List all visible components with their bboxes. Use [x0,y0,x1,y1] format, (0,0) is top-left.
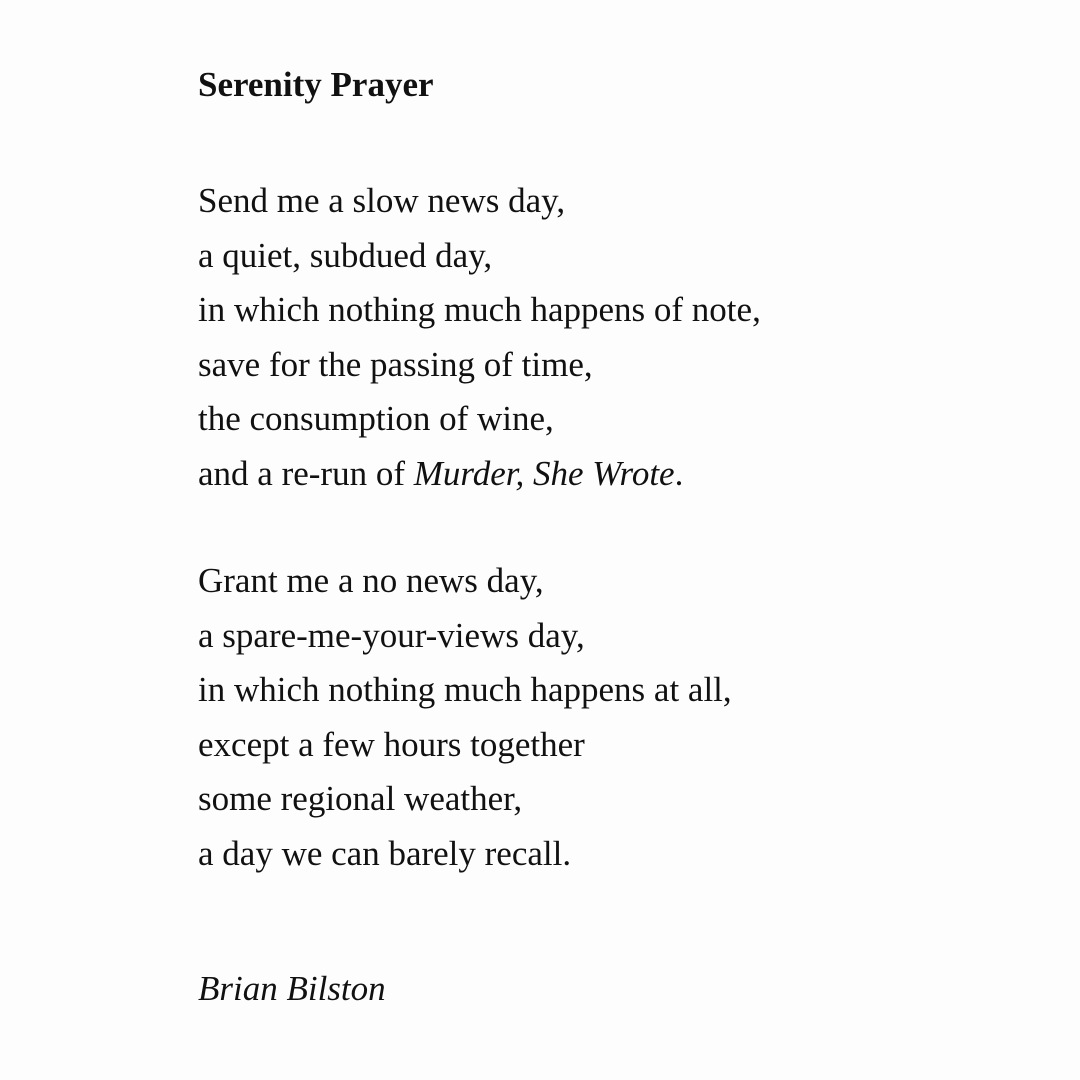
poem-line: the consumption of wine, [198,399,554,438]
poem-line: a quiet, subdued day, [198,235,493,275]
poem-line-with-title-reference [198,447,998,502]
poem-line: save for the passing of time, [198,344,593,384]
poem-line: in which nothing much happens of note, [198,290,761,329]
line-prefix: and a re-run of [198,453,414,493]
poem-body [198,62,998,881]
poem-line: a day we can barely recall. [198,833,572,873]
poem-line: in which nothing much happens at all, [198,670,732,709]
author-name: Brian Bilston [198,969,386,1008]
line-suffix: . [674,453,684,493]
stanza-1 [198,174,998,501]
poem-title: Serenity Prayer [198,65,434,104]
poem-line: Grant me a no news day, [198,561,544,600]
tv-show-title: Murder, She Wrote [413,453,675,493]
poem-line: except a few hours together [198,724,585,764]
poem-line: a spare-me-your-views day, [198,615,585,655]
poem-line: Send me a slow news day, [198,181,566,220]
stanza-2 [198,554,998,881]
poem-line: some regional weather, [198,779,523,818]
